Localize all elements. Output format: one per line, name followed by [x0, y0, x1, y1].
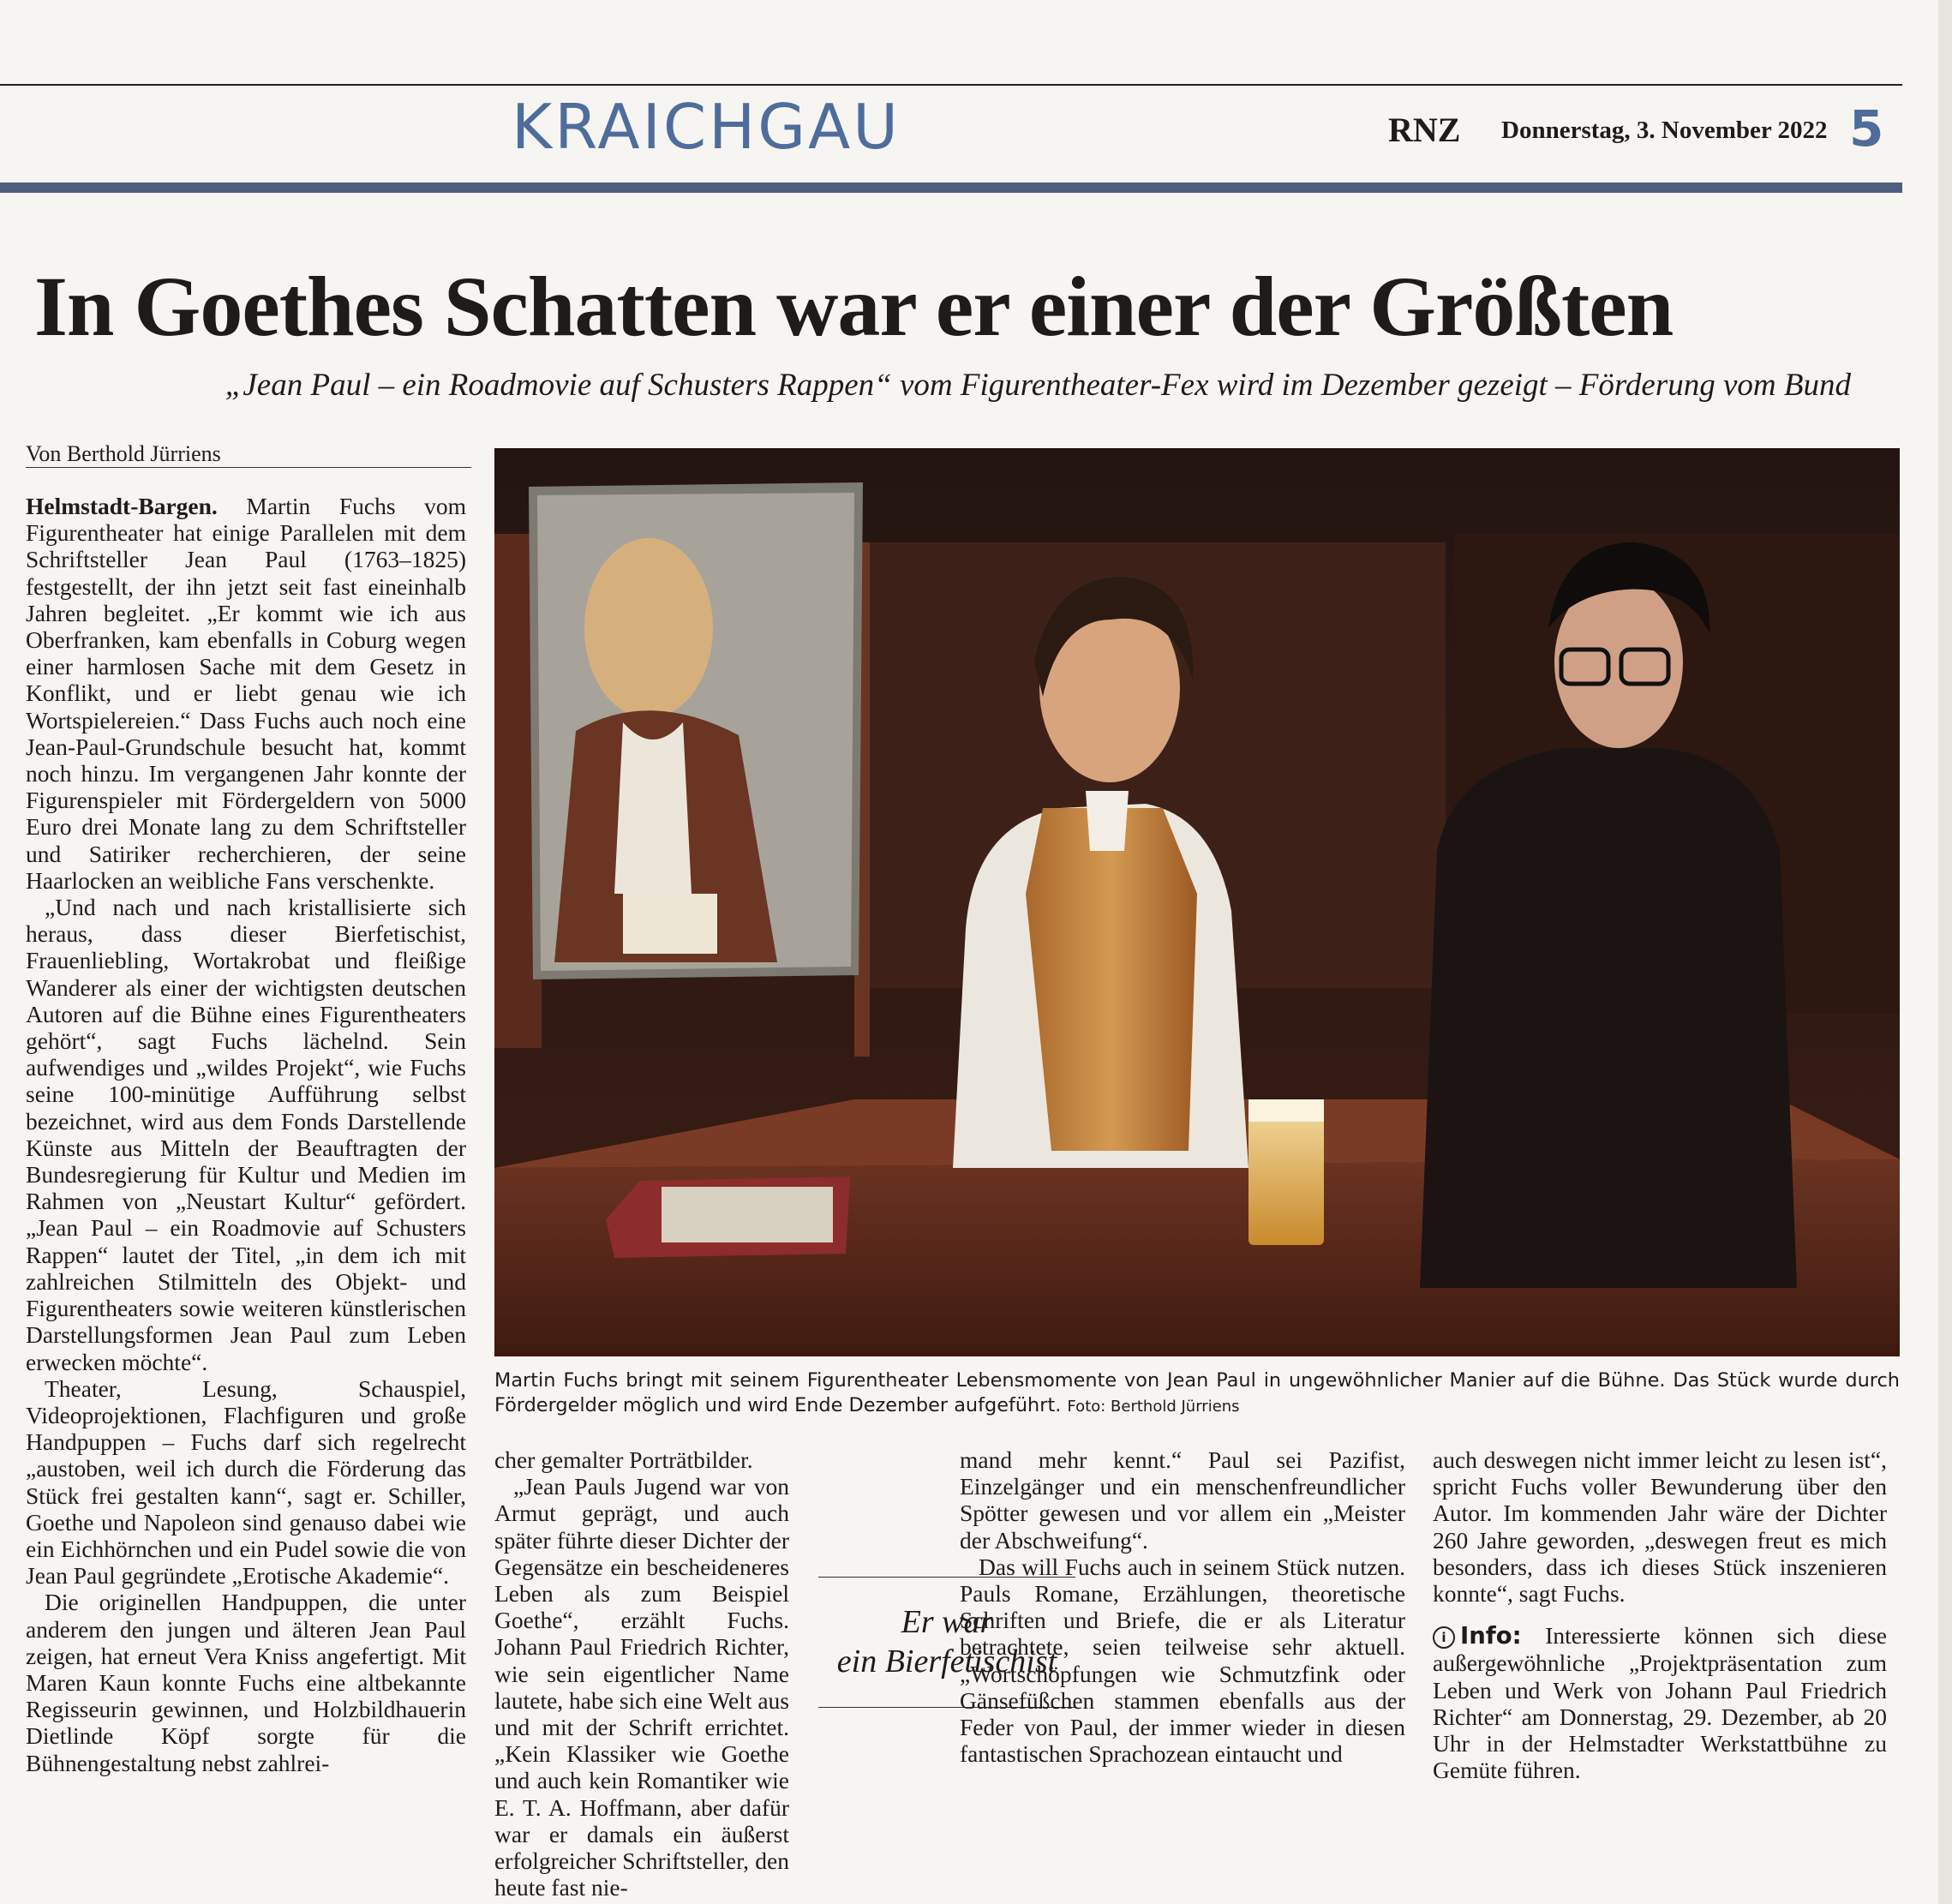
paragraph-text: Martin Fuchs vom Figurentheater hat einige Parallelen mit dem Schriftsteller Jean Paul (1763–1825) festgestellt, der ihn jetzt seit fast eineinhalb Jahren begleitet. „Er kommt wie ich aus Oberfranken, kam ebenfalls in Coburg wegen einer harmlosen Sache mit dem Gesetz in Konflikt, und er liebt genau wie ich Wortspielereien.“ Dass Fuchs auch noch eine Jean-Paul-Grundschule besucht hat, kommt noch hinzu. Im vergangenen Jahr konnte der Figurenspieler mit Fördergeldern von 5000 Euro drei Monate lang zu dem Schriftsteller und Satiriker recherchieren, der seine Haarlocken an weibliche Fans verschenkte.	[26, 493, 466, 894]
info-text: Interessierte können sich diese außergewöhnliche „Projektpräsentation zum Leben und Werk von Johann Paul Friedrich Richter“ am Donnerstag, 29. Dezember, ab 20 Uhr in der Helmstadter Werkstattbühne zu Gemüte führen.	[1433, 1622, 1887, 1784]
caption-text: Martin Fuchs bringt mit seinem Figurentheater Lebensmomente von Jean Paul in ungewöhnlicher Manier auf die Bühne. Das Stück wurde durch Fördergelder möglich und wird Ende Dezember aufgeführt.	[494, 1369, 1900, 1416]
paragraph: „Und nach und nach kristallisierte sich heraus, dass dieser Bierfetischist, Frauenliebling, Wortakrobat und fleißige Wanderer als einer der wichtigsten deutschen Autoren auf die Bühne eines Figurentheaters gehört“, sagt Fuchs lächelnd. Sein aufwendiges und „wildes Projekt“, wie Fuchs seine 100-minütige Aufführung selbst bezeichnet, wird aus dem Fonds Darstellende Künste aus Mitteln der Beauftragten der Bundesregierung für Kultur und Medien im Rahmen von „Neustart Kultur“ gefördert. „Jean Paul – ein Roadmovie auf Schusters Rappen“ lautet der Titel, „in dem ich mit zahlreichen Stilmitteln des Objekt- und Figurentheaters sowie weiteren künstlerischen Darstellungsformen Jean Paul zum Leben erwecken möchte“.	[26, 894, 466, 1375]
headline: In Goethes Schatten war er einer der Größten	[34, 259, 1674, 354]
pullquote-line: Er war	[901, 1604, 993, 1640]
paragraph: auch deswegen nicht immer leicht zu lesen ist“, spricht Fuchs voller Bewunderung über den Autor. Im kommenden Jahr wäre der Dichter 260 Jahre geworden, „deswegen freut es mich besonders, dass ich dieses Stück inszenieren konnte“, sagt Fuchs.	[1433, 1446, 1887, 1608]
photo-credit: Foto: Berthold Jürriens	[1067, 1398, 1240, 1416]
pullquote-line: ein Bierfetischist	[836, 1644, 1057, 1679]
article-photo	[494, 448, 1900, 1356]
paragraph: „Jean Pauls Jugend war von Armut geprägt, und auch später führte dieser Dichter der Gegensätze ein bescheideneres Leben als zum Beispiel Goethe“, erzählt Fuchs. Johann Paul Friedrich Richter, wie sein eigentlicher Name lautete, habe sich eine Welt aus und mit der Schrift errichtet. „Kein Klassiker wie Goethe und auch kein Romantiker wie E. T. A. Hoffmann, aber dafür war er damals ein äußerst erfolgreicher Schriftsteller, den heute fast nie-	[494, 1473, 789, 1901]
portrait-painting	[529, 482, 863, 979]
paragraph: Theater, Lesung, Schauspiel, Videoprojektionen, Flachfiguren und große Handpuppen – Fuchs darf sich regelrecht „austoben, weil ich durch die Förderung das Stück frei gestalten kann“, sagt er. Schiller, Goethe und Napoleon sind genauso dabei wie ein Eichhörnchen und ein Pudel sowie die von Jean Paul gegründete „Erotische Akademie“.	[26, 1374, 466, 1590]
info-box	[1433, 1622, 1887, 1783]
page-number: 5	[1849, 99, 1884, 158]
paragraph: mand mehr kennt.“ Paul sei Pazifist, Einzelgänger und ein menschenfreundlicher Spötter gewesen und vor allem ein „Meister der Abschweifung“.	[960, 1446, 1405, 1554]
info-label: Info:	[1460, 1622, 1522, 1650]
info-icon: i	[1433, 1626, 1455, 1649]
beer-glass	[1248, 1099, 1324, 1245]
paragraph: Die originellen Handpuppen, die unter anderem den jungen und älteren Jean Paul zeigen, hat erneut Vera Kniss angefertigt. Mit Maren Kaun konnte Fuchs eine altbekannte Regisseurin gewinnen, und Holzbildhauerin Dietlinde Köpf sorgte für die Bühnengestaltung nebst zahlrei-	[26, 1589, 466, 1776]
byline-rule	[26, 467, 471, 468]
byline: Von Berthold Jürriens	[26, 441, 221, 466]
stage-photo-illustration	[494, 448, 1900, 1356]
paragraph: cher gemalter Porträtbilder.	[494, 1446, 753, 1473]
page-edge	[1938, 0, 1952, 1904]
section-title: KRAICHGAU	[512, 91, 901, 163]
article-column-3	[960, 1446, 1405, 1767]
masthead-bottom-rule	[0, 183, 1902, 193]
dateline: Helmstadt-Bargen.	[26, 493, 218, 519]
article-column-4	[1433, 1446, 1887, 1783]
photo-caption	[494, 1368, 1900, 1419]
article-column-1	[26, 493, 466, 1776]
article-column-2	[494, 1446, 789, 1901]
issue-date: Donnerstag, 3. November 2022	[1501, 117, 1828, 144]
paragraph: Das will Fuchs auch in seinem Stück nutzen. Pauls Romane, Erzählungen, theoretische Schriften und Briefe, die er als Literatur betrachtete, seien teilweise sehr aktuell. „Wortschöpfungen wie Schmutzfink oder Gänsefüßchen stammen ebenfalls aus der Feder von Paul, der immer wieder in diesen fantastischen Sprachozean eintaucht und	[960, 1553, 1405, 1768]
masthead-top-rule	[0, 84, 1902, 86]
paragraph	[26, 493, 466, 894]
paper-name: RNZ	[1388, 111, 1461, 149]
subheadline: „Jean Paul – ein Roadmovie auf Schusters Rappen“ vom Figurentheater-Fex wird im Dezember gezeigt – Förderung vom Bund	[225, 368, 1851, 403]
book-prop	[606, 1177, 850, 1258]
